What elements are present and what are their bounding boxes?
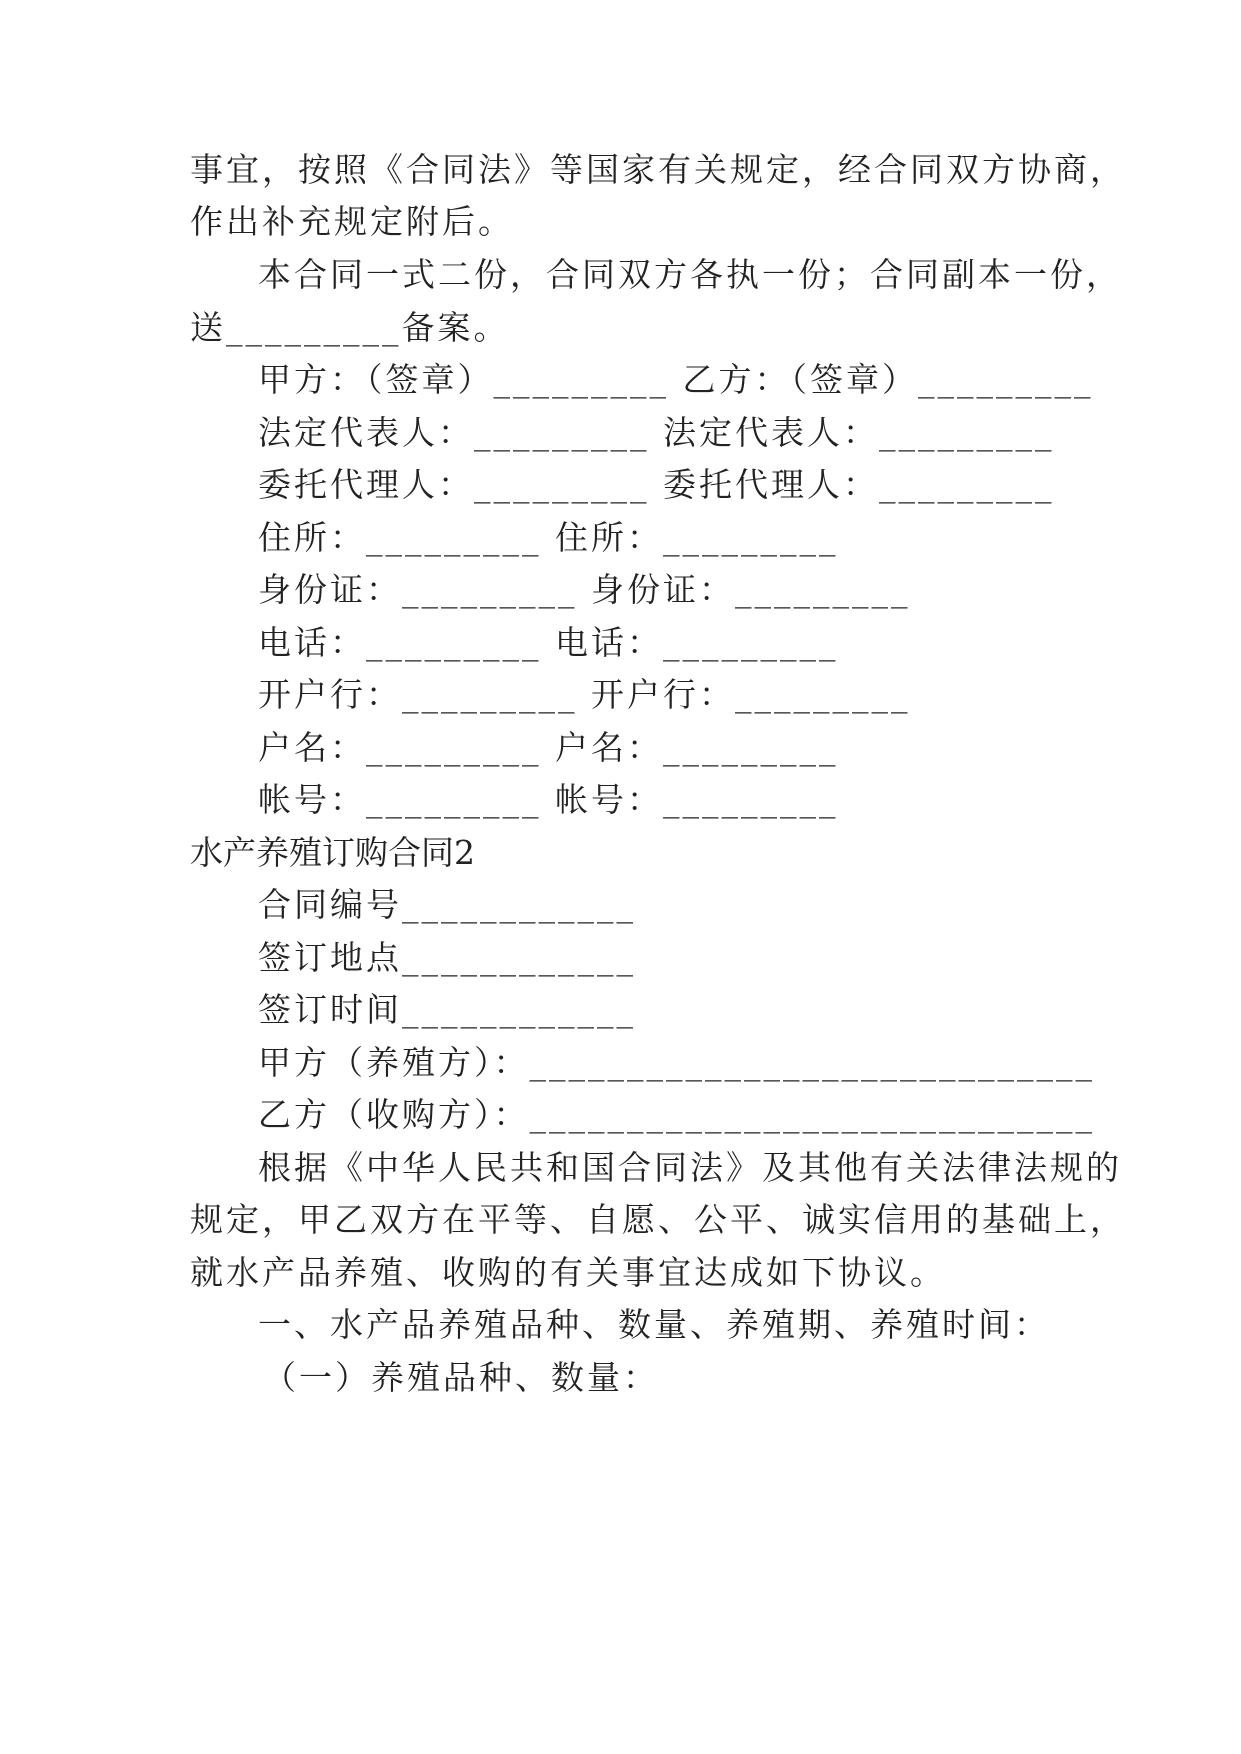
signature-line-party: 甲方：（签章）_________ 乙方：（签章）_________ — [258, 360, 1094, 399]
paragraph-line: 规定，甲乙双方在平等、自愿、公平、诚实信用的基础上， — [190, 1200, 1126, 1239]
signature-line-phone: 电话：_________ 电话：_________ — [258, 623, 839, 662]
paragraph-line: 送_________备案。 — [190, 308, 510, 347]
signature-line-bank: 开户行：_________ 开户行：_________ — [258, 675, 911, 714]
signing-time-line: 签订时间____________ — [258, 990, 636, 1029]
paragraph-line: 本合同一式二份，合同双方各执一份；合同副本一份， — [258, 255, 1122, 294]
signature-line-legal-rep: 法定代表人：_________ 法定代表人：_________ — [258, 413, 1055, 452]
signature-line-agent: 委托代理人：_________ 委托代理人：_________ — [258, 465, 1055, 504]
signature-line-account-number: 帐号：_________ 帐号：_________ — [258, 780, 839, 819]
paragraph-line: 就水产品养殖、收购的有关事宜达成如下协议。 — [190, 1253, 946, 1292]
signing-place-line: 签订地点____________ — [258, 938, 636, 977]
signature-line-account-name: 户名：_________ 户名：_________ — [258, 728, 839, 767]
sub-clause-heading: （一）养殖品种、数量： — [263, 1358, 659, 1397]
signature-line-id: 身份证：_________ 身份证：_________ — [258, 570, 911, 609]
paragraph-line: 事宜，按照《合同法》等国家有关规定，经合同双方协商， — [190, 150, 1126, 189]
clause-heading: 一、水产品养殖品种、数量、养殖期、养殖时间： — [258, 1305, 1050, 1344]
section-title: 水产养殖订购合同2 — [190, 833, 475, 872]
paragraph-line: 作出补充规定附后。 — [190, 202, 514, 241]
contract-number-line: 合同编号____________ — [258, 885, 636, 924]
party-a-line: 甲方（养殖方）：_____________________________ — [258, 1043, 1095, 1082]
party-b-line: 乙方（收购方）：_____________________________ — [258, 1095, 1095, 1134]
signature-line-address: 住所：_________ 住所：_________ — [258, 518, 839, 557]
paragraph-line: 根据《中华人民共和国合同法》及其他有关法律法规的 — [258, 1148, 1122, 1187]
